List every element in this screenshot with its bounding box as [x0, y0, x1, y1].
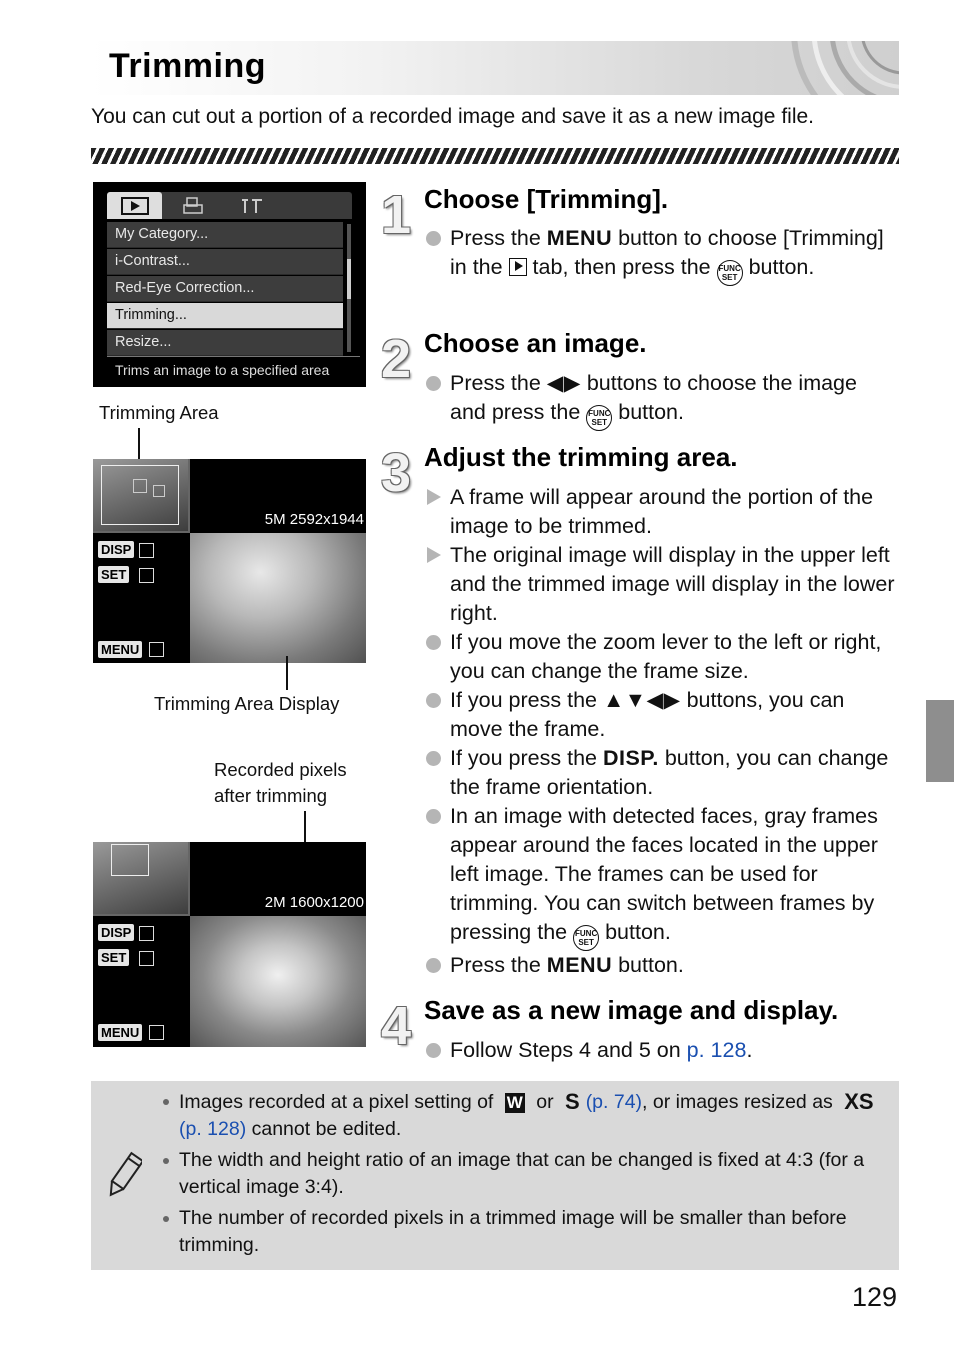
caption-trimming-area: Trimming Area — [99, 402, 219, 423]
caption-trimming-area-display: Trimming Area Display — [154, 693, 340, 714]
set-button-icon: SET — [98, 949, 129, 966]
resolution-label: 5M 2592x1944 — [264, 511, 364, 528]
pixel-xs-icon: XS — [844, 1089, 874, 1114]
callout-line — [138, 428, 140, 462]
step-title: Choose [Trimming]. — [424, 184, 669, 214]
playback-icon — [509, 258, 527, 276]
step-number: 4 — [381, 996, 412, 1056]
disp-button-icon: DISP — [98, 541, 134, 558]
func-set-button-icon: FUNC SET — [573, 925, 599, 951]
note-box — [91, 1081, 899, 1270]
result-arrow-icon — [427, 489, 441, 505]
left-right-buttons-icon: ◀▶ — [546, 371, 581, 395]
list-item: Press the MENU button. — [424, 951, 899, 980]
pixel-s-icon: S — [565, 1089, 580, 1114]
step-number: 3 — [381, 443, 412, 503]
rotate-frame-icon — [139, 543, 154, 558]
bullet-icon — [426, 376, 441, 391]
rotate-frame-icon — [139, 926, 154, 941]
menu-button-label: MENU — [546, 226, 613, 250]
step-title: Choose an image. — [424, 328, 647, 358]
menu-item-trimming: Trimming... — [107, 303, 343, 329]
menu-scrollbar — [347, 224, 351, 352]
pencil-icon — [106, 1151, 142, 1201]
menu-list — [107, 222, 343, 357]
resolution-label: 2M 1600x1200 — [264, 894, 364, 911]
page-link[interactable]: p. 128 — [686, 1038, 747, 1062]
disp-button-label: DISP. — [602, 746, 659, 770]
list-item: If you move the zoom lever to the left or right, you can change the frame size. — [424, 628, 899, 686]
title-banner — [91, 41, 899, 95]
step-3-instructions — [424, 483, 899, 980]
menu-help-text: Trims an image to a specified area — [107, 356, 360, 381]
list-item: In an image with detected faces, gray frames appear around the faces located in the upper left image. The frames can be used for trimming. You can switch between frames by pressing the FUNC SET button. — [424, 802, 899, 951]
list-item: Press the ◀▶ buttons to choose the image and press the FUNC SET button. — [424, 369, 894, 431]
list-item: Press the MENU button to choose [Trimming] in the tab, then press the FUNC SET button. — [424, 224, 894, 286]
step-number: 1 — [381, 185, 412, 245]
menu-item-my-category: My Category... — [107, 222, 343, 248]
menu-tab-bar — [107, 192, 352, 219]
menu-item-i-contrast: i-Contrast... — [107, 249, 343, 275]
trimming-screenshot-result — [93, 842, 366, 1047]
list-item: If you press the ▲▼◀▶ buttons, you can move the frame. — [424, 686, 899, 744]
menu-item-red-eye-correction: Red-Eye Correction... — [107, 276, 343, 302]
original-thumbnail — [93, 459, 190, 533]
trimming-screenshot-original — [93, 459, 366, 663]
list-item: Follow Steps 4 and 5 on p. 128. — [424, 1036, 894, 1065]
bullet-icon — [426, 958, 441, 973]
callout-line — [286, 656, 288, 690]
save-icon — [149, 642, 164, 657]
func-set-button-icon: FUNC SET — [717, 260, 743, 286]
list-item: If you press the DISP. button, you can change the frame orientation. — [424, 744, 899, 802]
page-link[interactable]: (p. 74) — [585, 1091, 643, 1113]
step-2-instructions — [424, 369, 894, 431]
trimmed-preview-image — [190, 916, 366, 1047]
list-item: The number of recorded pixels in a trimmed image will be smaller than before trimming. — [161, 1205, 891, 1259]
menu-screenshot — [93, 182, 366, 387]
menu-item-resize: Resize... — [107, 330, 343, 356]
menu-button-icon: MENU — [98, 641, 142, 658]
original-thumbnail — [93, 842, 190, 916]
settings-tab-icon — [225, 192, 280, 219]
bullet-icon — [426, 809, 441, 824]
save-icon — [149, 1025, 164, 1040]
decorative-rings-icon — [779, 41, 899, 95]
list-item: Images recorded at a pixel setting of W or S (p. 74), or images resized as XS(p. 128) cannot be edited. — [161, 1088, 891, 1143]
list-item: The width and height ratio of an image that can be changed is fixed at 4:3 (for a vertical image 3:4). — [161, 1147, 891, 1201]
step-title: Save as a new image and display. — [424, 995, 839, 1025]
bullet-icon — [426, 751, 441, 766]
bullet-icon — [426, 231, 441, 246]
pixel-w-icon: W — [506, 1093, 523, 1112]
playback-tab-icon — [107, 192, 162, 219]
section-side-tab — [926, 700, 954, 782]
step-title: Adjust the trimming area. — [424, 442, 738, 472]
bullet-icon — [426, 635, 441, 650]
step-number: 2 — [381, 329, 412, 389]
list-item: A frame will appear around the portion of the image to be trimmed. — [424, 483, 899, 541]
caption-recorded-pixels: Recorded pixels after trimming — [214, 759, 347, 806]
page-link[interactable]: (p. 128) — [179, 1118, 247, 1140]
bullet-icon — [426, 693, 441, 708]
page-title: Trimming — [109, 47, 267, 85]
face-frame-icon — [139, 568, 154, 583]
print-tab-icon — [165, 192, 220, 219]
page-number: 129 — [852, 1282, 898, 1312]
intro-text: You can cut out a portion of a recorded image and save it as a new image file. — [91, 105, 815, 128]
section-divider — [91, 148, 899, 164]
face-frame-icon — [139, 951, 154, 966]
step-1-instructions — [424, 224, 894, 286]
step-4-instructions — [424, 1036, 894, 1065]
trimmed-preview-image — [190, 533, 366, 663]
set-button-icon: SET — [98, 566, 129, 583]
direction-buttons-icon: ▲▼◀▶ — [602, 688, 681, 712]
menu-button-icon: MENU — [98, 1024, 142, 1041]
result-arrow-icon — [427, 547, 441, 563]
func-set-button-icon: FUNC SET — [586, 405, 612, 431]
list-item: The original image will display in the upper left and the trimmed image will display in the lower right. — [424, 541, 899, 628]
note-list — [161, 1088, 891, 1263]
bullet-icon — [426, 1043, 441, 1058]
disp-button-icon: DISP — [98, 924, 134, 941]
menu-button-label: MENU — [546, 953, 613, 977]
